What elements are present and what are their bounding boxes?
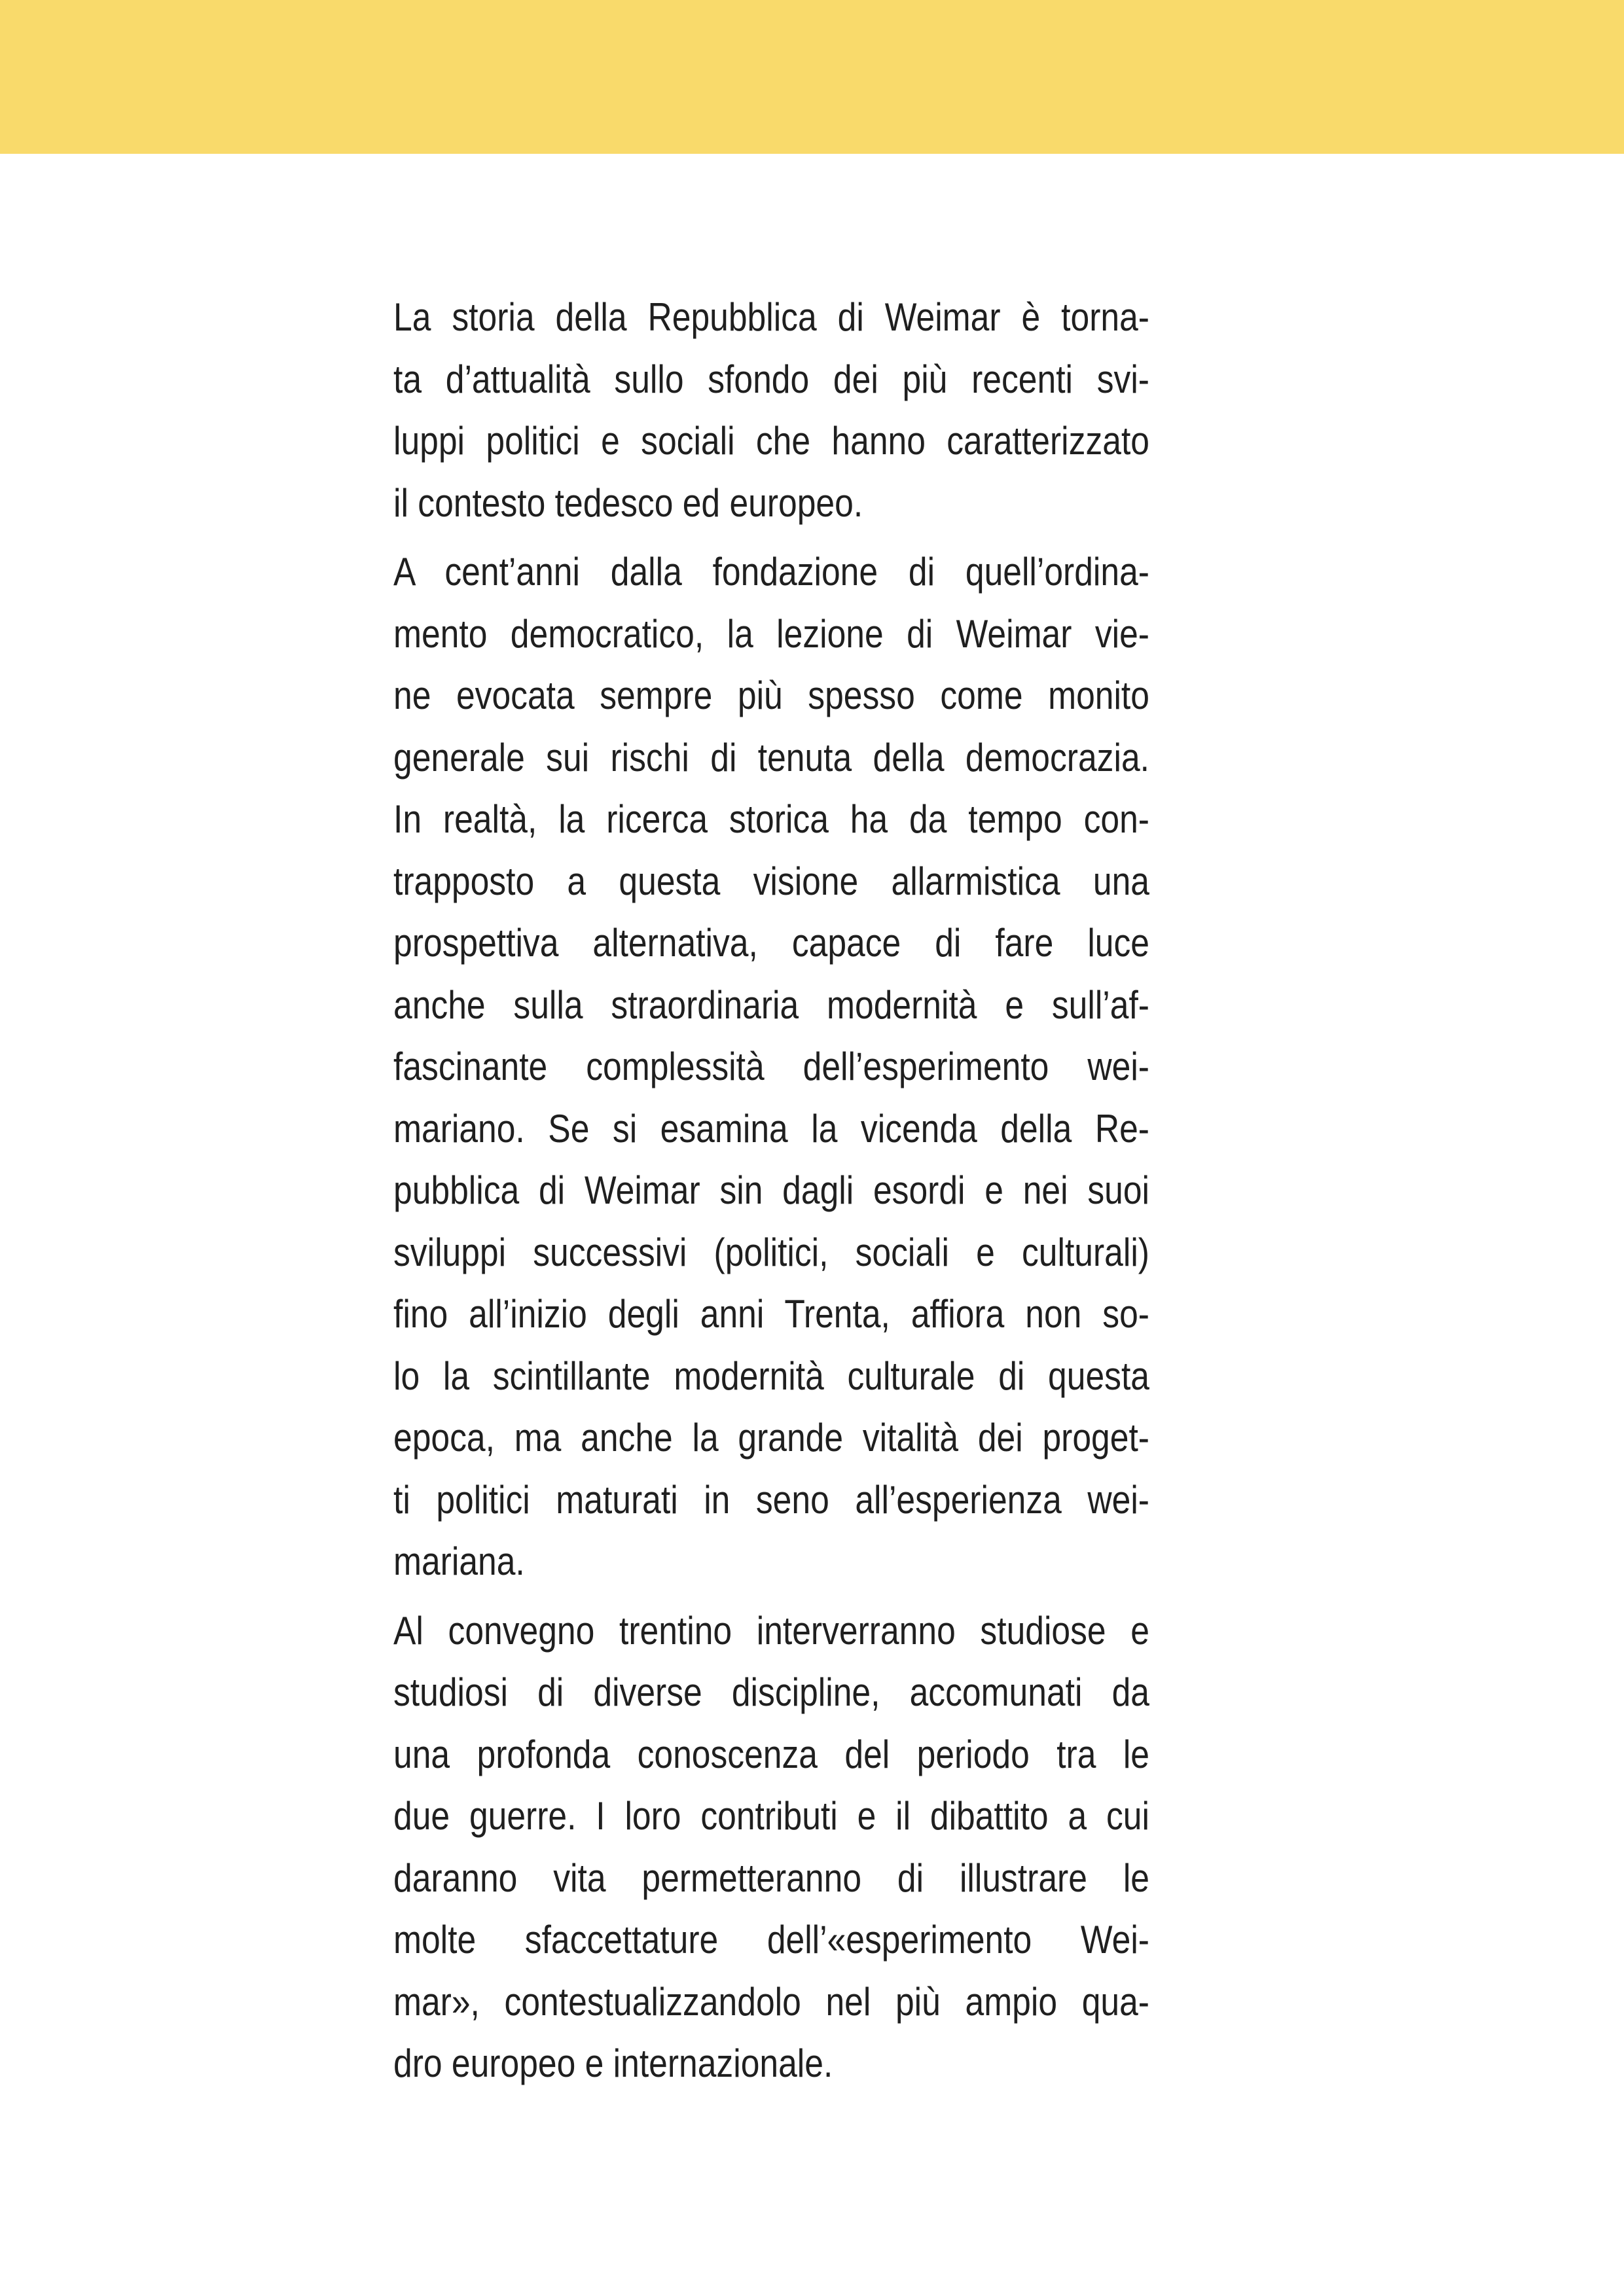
text-line: lo la scintillante modernità culturale di questa [393,1354,1149,1398]
text-line: studiosi di diverse discipline, accomunati da [393,1670,1149,1714]
text-line: Al convegno trentino interverranno studiose e [393,1608,1149,1653]
paragraph-gap [393,1593,1149,1600]
body-text [393,287,1149,2095]
paragraph-gap [393,534,1149,541]
text-line: anche sulla straordinaria modernità e sull’af- [393,982,1149,1027]
text-line: luppi politici e sociali che hanno caratterizzato [393,419,1149,463]
text-line: sviluppi successivi (politici, sociali e culturali) [393,1230,1149,1274]
text-line: ta d’attualità sullo sfondo dei più recenti svi- [393,357,1149,401]
text-line: daranno vita permetteranno di illustrare le [393,1856,1149,1900]
paragraph-history [393,541,1149,1593]
text-line: fino all’inizio degli anni Trenta, affiora non so- [393,1292,1149,1336]
paragraph-conference [393,1600,1149,2095]
text-line: ti politici maturati in seno all’esperienza wei- [393,1477,1149,1522]
text-line: dro europeo e internazionale. [393,2041,833,2085]
paragraph-intro [393,287,1149,534]
top-color-band [0,0,1624,154]
text-line: generale sui rischi di tenuta della democrazia. [393,735,1149,780]
text-line: ne evocata sempre più spesso come monito [393,673,1149,717]
text-line: A cent’anni dalla fondazione di quell’ordina- [393,550,1149,594]
text-line: pubblica di Weimar sin dagli esordi e nei suoi [393,1168,1149,1212]
text-line: molte sfaccettature dell’«esperimento Wei- [393,1918,1149,1962]
text-line: trapposto a questa visione allarmistica una [393,859,1149,903]
text-line: In realtà, la ricerca storica ha da tempo con- [393,797,1149,841]
text-line: mariana. [393,1539,525,1583]
text-line: epoca, ma anche la grande vitalità dei proget- [393,1416,1149,1460]
text-line: due guerre. I loro contributi e il dibattito a cui [393,1794,1149,1838]
text-line: mar», contestualizzandolo nel più ampio qua- [393,1979,1149,2024]
text-line: La storia della Repubblica di Weimar è torna- [393,295,1149,339]
text-line: il contesto tedesco ed europeo. [393,480,863,525]
text-line: una profonda conoscenza del periodo tra le [393,1732,1149,1776]
text-line: prospettiva alternativa, capace di fare luce [393,921,1149,965]
text-line: mariano. Se si esamina la vicenda della Re- [393,1106,1149,1151]
text-line: fascinante complessità dell’esperimento wei- [393,1045,1149,1088]
text-line: mento democratico, la lezione di Weimar vie- [393,611,1149,656]
